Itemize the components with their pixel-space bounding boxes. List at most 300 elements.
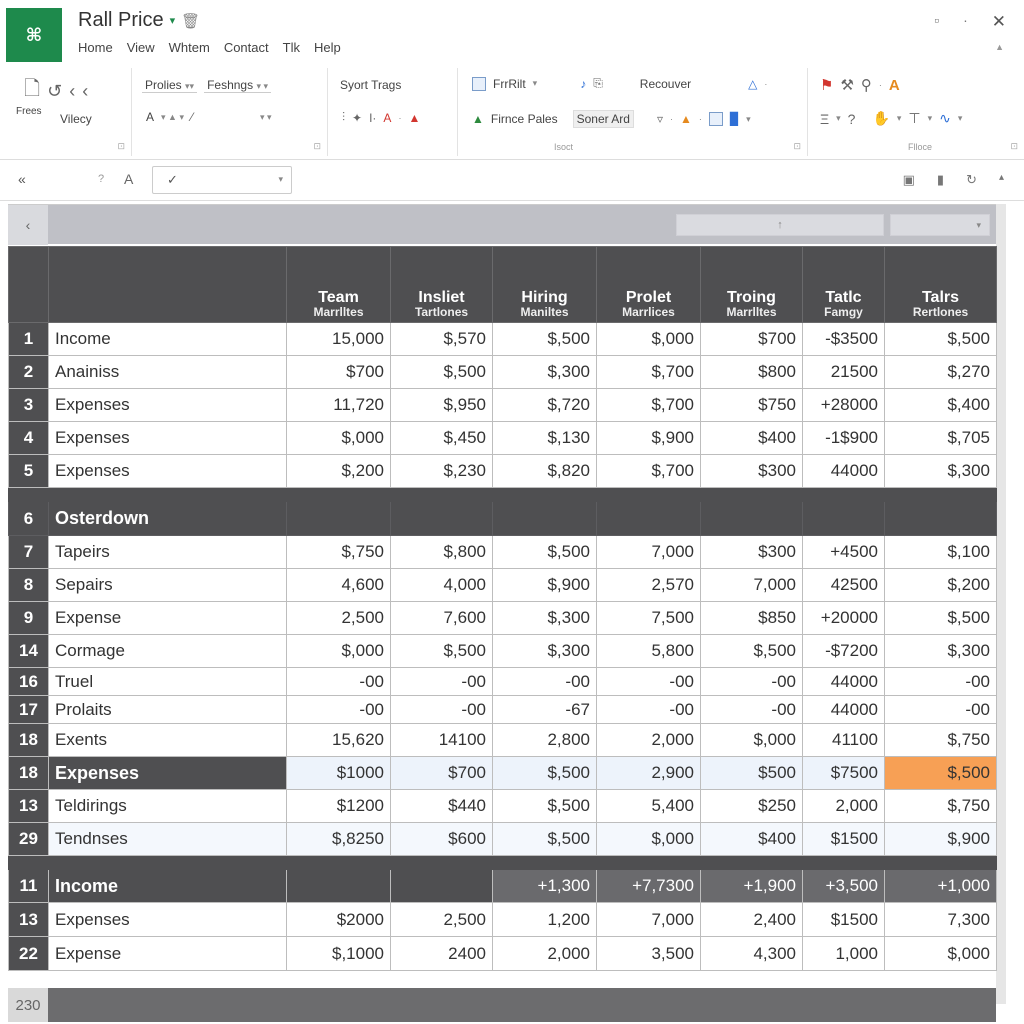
formula-input[interactable]: [152, 166, 292, 194]
row-label-cell[interactable]: Expenses: [49, 903, 287, 937]
row-label-cell[interactable]: Expense: [49, 937, 287, 971]
section-cell[interactable]: [701, 502, 803, 536]
row-number[interactable]: 29: [9, 823, 49, 856]
value-cell[interactable]: 4,000: [391, 569, 493, 602]
font-dropdown[interactable]: Prolies ▾▾: [142, 78, 197, 93]
row-label-cell[interactable]: Expenses: [49, 422, 287, 455]
value-cell[interactable]: +4500: [803, 536, 885, 569]
row-label-cell[interactable]: Truel: [49, 668, 287, 696]
value-cell[interactable]: 2,800: [493, 724, 597, 757]
wave-icon[interactable]: ∿: [939, 110, 951, 126]
value-cell[interactable]: $,000: [597, 323, 701, 356]
value-cell[interactable]: $,800: [391, 536, 493, 569]
value-cell[interactable]: 1,000: [803, 937, 885, 971]
row-label-cell[interactable]: Exents: [49, 724, 287, 757]
ribbon-group-clipboard: [0, 68, 132, 156]
font-launcher-icon[interactable]: ⊡: [313, 141, 321, 151]
value-cell[interactable]: 2,000: [597, 724, 701, 757]
highlight-a-icon[interactable]: A: [888, 76, 900, 94]
value-cell[interactable]: $400: [701, 422, 803, 455]
value-cell[interactable]: -00: [701, 668, 803, 696]
value-cell[interactable]: $,500: [885, 757, 997, 790]
undo-icon[interactable]: ↺: [47, 80, 63, 101]
section-cell[interactable]: [287, 502, 391, 536]
column-header[interactable]: [287, 247, 391, 323]
value-cell[interactable]: $,8250: [287, 823, 391, 856]
ribbon-group-font: [132, 68, 328, 156]
warning-icon[interactable]: ▲: [408, 110, 421, 125]
column-header-title: Prolet: [625, 289, 672, 306]
name-box[interactable]: «: [18, 171, 26, 187]
gap-cell: [885, 488, 997, 502]
border-icon[interactable]: ⫶: [342, 110, 346, 124]
value-cell[interactable]: -1$900: [803, 422, 885, 455]
section-title[interactable]: Osterdown: [49, 502, 287, 536]
table-row: [9, 422, 997, 455]
column-header-subtitle: Marrlices: [622, 305, 675, 319]
align-icon[interactable]: I·: [369, 110, 377, 125]
gap-cell: [391, 488, 493, 502]
row-label-cell[interactable]: Prolaits: [49, 696, 287, 724]
gap-cell: [493, 488, 597, 502]
flag-icon[interactable]: ⚑: [820, 77, 834, 94]
value-cell[interactable]: -00: [597, 696, 701, 724]
cell-style-icon[interactable]: [709, 112, 723, 126]
value-cell[interactable]: $,950: [391, 389, 493, 422]
value-cell[interactable]: 2,400: [701, 903, 803, 937]
total-cell[interactable]: +1,900: [701, 870, 803, 903]
font-color-icon[interactable]: A: [383, 110, 392, 125]
group-label-flloce: Flloce: [908, 142, 933, 152]
filter-label[interactable]: Firnce Pales: [490, 112, 558, 126]
value-cell[interactable]: 4,300: [701, 937, 803, 971]
gap-cell: [803, 856, 885, 870]
ribbon-group-format: FrrRilt ▾ ♪ ⎘ Recouver △ · ▲ Firnce Pales Soner Ard ▿ · ▲ · ▉ ▾ Isoct ⊡: [458, 68, 808, 156]
column-header-row: [9, 247, 997, 323]
formula-dropdown-icon[interactable]: ▾: [278, 174, 283, 184]
value-cell[interactable]: $,820: [493, 455, 597, 488]
value-cell[interactable]: $700: [701, 323, 803, 356]
row-number[interactable]: 230: [8, 988, 48, 1022]
value-cell[interactable]: $1000: [287, 757, 391, 790]
column-header[interactable]: [885, 247, 997, 323]
value-cell[interactable]: $,230: [391, 455, 493, 488]
value-cell[interactable]: $,300: [493, 356, 597, 389]
value-cell[interactable]: $850: [701, 602, 803, 635]
value-cell[interactable]: $,700: [597, 356, 701, 389]
value-cell[interactable]: $,130: [493, 422, 597, 455]
funnel-icon[interactable]: ▿: [656, 112, 663, 126]
row-number[interactable]: 2: [9, 356, 49, 389]
value-cell[interactable]: 2400: [391, 937, 493, 971]
fill-color-icon[interactable]: ▲: [680, 112, 692, 126]
row-label-cell[interactable]: Teldirings: [49, 790, 287, 823]
value-cell[interactable]: $,270: [885, 356, 997, 389]
table-row: [9, 823, 997, 856]
section-cell[interactable]: [803, 502, 885, 536]
clip-icon[interactable]: ⎘: [593, 76, 603, 90]
row-number[interactable]: 13: [9, 790, 49, 823]
format-dropdown[interactable]: FrrRilt: [493, 76, 526, 91]
value-cell[interactable]: -00: [391, 668, 493, 696]
value-cell[interactable]: -00: [885, 668, 997, 696]
value-cell[interactable]: 5,800: [597, 635, 701, 668]
value-cell[interactable]: $,450: [391, 422, 493, 455]
value-cell[interactable]: $800: [701, 356, 803, 389]
value-cell[interactable]: $,500: [885, 602, 997, 635]
document-title[interactable]: [78, 9, 200, 32]
value-cell[interactable]: $,300: [493, 602, 597, 635]
paste-label: Frees: [16, 106, 42, 117]
section-cell[interactable]: [885, 502, 997, 536]
minimize-icon[interactable]: ·: [963, 12, 968, 28]
value-cell[interactable]: 7,000: [597, 536, 701, 569]
table-format-icon[interactable]: [472, 77, 486, 91]
table-row: [9, 455, 997, 488]
row-label-cell[interactable]: Tendnses: [49, 823, 287, 856]
menu-view[interactable]: View: [126, 40, 155, 55]
value-cell[interactable]: $,1000: [287, 937, 391, 971]
value-cell[interactable]: $,750: [287, 536, 391, 569]
total-cell[interactable]: +1,000: [885, 870, 997, 903]
value-cell[interactable]: -$3500: [803, 323, 885, 356]
gap-cell: [391, 856, 493, 870]
value-cell[interactable]: $,500: [493, 790, 597, 823]
value-cell[interactable]: 21500: [803, 356, 885, 389]
value-cell[interactable]: $2000: [287, 903, 391, 937]
value-cell[interactable]: 2,500: [287, 602, 391, 635]
table-row: [9, 323, 997, 356]
section-header-row: [9, 502, 997, 536]
value-cell[interactable]: $500: [701, 757, 803, 790]
value-cell[interactable]: $,000: [701, 724, 803, 757]
fx-question[interactable]: ?: [98, 173, 105, 185]
font-size-a[interactable]: A: [146, 110, 155, 124]
filter-triangle-icon[interactable]: ▲: [472, 112, 484, 126]
view-label[interactable]: Vilecy: [60, 112, 92, 126]
value-cell[interactable]: -00: [597, 668, 701, 696]
value-cell[interactable]: 14100: [391, 724, 493, 757]
scroll-left-icon[interactable]: ‹: [8, 205, 48, 245]
value-cell[interactable]: $,000: [287, 422, 391, 455]
value-cell[interactable]: -$7200: [803, 635, 885, 668]
ribbon-collapse-icon[interactable]: ▲: [995, 42, 1004, 52]
paste-icon[interactable]: 🗋: [24, 78, 41, 100]
recover-button[interactable]: Recouver: [639, 76, 692, 91]
gap-cell: [9, 488, 49, 502]
value-cell[interactable]: $,750: [885, 724, 997, 757]
value-cell[interactable]: $750: [701, 389, 803, 422]
value-cell[interactable]: $,570: [391, 323, 493, 356]
column-header-subtitle: Rertlones: [912, 305, 969, 319]
value-cell[interactable]: -00: [493, 668, 597, 696]
value-cell[interactable]: 44000: [803, 455, 885, 488]
value-cell[interactable]: $7500: [803, 757, 885, 790]
value-cell[interactable]: $400: [701, 823, 803, 856]
row-number[interactable]: 6: [9, 502, 49, 536]
font-size-caret-icon[interactable]: ▾ ▲ ▾: [161, 111, 184, 122]
indent-icon[interactable]: ✦: [352, 110, 363, 125]
table-row: [9, 536, 997, 569]
gap-cell: [597, 856, 701, 870]
row-label-cell[interactable]: Anainiss: [49, 356, 287, 389]
value-cell[interactable]: $,700: [597, 455, 701, 488]
editing-launcher-icon[interactable]: ⊡: [1010, 141, 1018, 151]
label-column-header[interactable]: [49, 247, 287, 323]
gap-cell: [49, 488, 287, 502]
value-cell[interactable]: 3,500: [597, 937, 701, 971]
value-cell[interactable]: 2,000: [493, 937, 597, 971]
row-number[interactable]: 3: [9, 389, 49, 422]
question-icon[interactable]: ?: [847, 110, 856, 127]
row-number[interactable]: 7: [9, 536, 49, 569]
value-cell[interactable]: 7,600: [391, 602, 493, 635]
value-cell[interactable]: +20000: [803, 602, 885, 635]
value-cell[interactable]: $,400: [885, 389, 997, 422]
blank-cell[interactable]: [287, 870, 391, 903]
row-label-cell[interactable]: Sepairs: [49, 569, 287, 602]
section-gap: [9, 856, 997, 870]
income-total-row: [9, 870, 997, 903]
gap-cell: [803, 488, 885, 502]
value-cell[interactable]: $600: [391, 823, 493, 856]
column-header[interactable]: [701, 247, 803, 323]
value-cell[interactable]: -00: [391, 696, 493, 724]
hand-icon[interactable]: ✋: [872, 110, 890, 126]
value-cell[interactable]: 7,000: [701, 569, 803, 602]
camera-icon[interactable]: ▣: [902, 172, 915, 187]
sort-ard-button[interactable]: Soner Ard: [573, 110, 634, 128]
row-label-cell[interactable]: Tapeirs: [49, 536, 287, 569]
value-cell[interactable]: $,500: [701, 635, 803, 668]
column-header-title: Team: [318, 289, 359, 306]
row-number[interactable]: 11: [9, 870, 49, 903]
value-cell[interactable]: $,000: [597, 823, 701, 856]
vertical-scrollbar[interactable]: [996, 204, 1006, 1004]
row-number[interactable]: 18: [9, 724, 49, 757]
value-cell[interactable]: 7,500: [597, 602, 701, 635]
font-dropdown-label: Prolies: [145, 78, 182, 92]
gap-cell: [885, 856, 997, 870]
row-label-cell[interactable]: Expense: [49, 602, 287, 635]
text-direction-icon[interactable]: ⊤: [908, 110, 921, 126]
row-number[interactable]: 5: [9, 455, 49, 488]
table-row: [9, 724, 997, 757]
value-cell[interactable]: 5,400: [597, 790, 701, 823]
value-cell[interactable]: $,500: [885, 323, 997, 356]
column-header-title: Insliet: [418, 289, 465, 306]
value-cell[interactable]: -00: [287, 668, 391, 696]
value-cell[interactable]: $,900: [493, 569, 597, 602]
close-icon[interactable]: ✕: [991, 12, 1006, 31]
value-cell[interactable]: 2,500: [391, 903, 493, 937]
value-cell[interactable]: 11,720: [287, 389, 391, 422]
row-label-cell[interactable]: Income: [49, 323, 287, 356]
back-icon[interactable]: ‹: [69, 80, 76, 101]
section-cell[interactable]: [597, 502, 701, 536]
value-cell[interactable]: $250: [701, 790, 803, 823]
value-cell[interactable]: $700: [391, 757, 493, 790]
sparkline-icon[interactable]: ♪: [580, 76, 587, 91]
row-number[interactable]: 9: [9, 602, 49, 635]
row-label-cell[interactable]: Cormage: [49, 635, 287, 668]
window-controls: [934, 12, 1006, 32]
hammer-icon[interactable]: ⚒: [840, 77, 854, 94]
value-cell[interactable]: $300: [701, 455, 803, 488]
value-cell[interactable]: $,500: [391, 635, 493, 668]
value-cell[interactable]: $,700: [597, 389, 701, 422]
row-number[interactable]: 13: [9, 903, 49, 937]
ribbon: [0, 68, 1024, 160]
formula-bar: [0, 161, 1024, 201]
column-header[interactable]: [597, 247, 701, 323]
table-row: [9, 635, 997, 668]
filter-dropdown[interactable]: ▾: [890, 214, 990, 236]
gap-cell: [493, 856, 597, 870]
value-cell[interactable]: 41100: [803, 724, 885, 757]
italic-pen-icon[interactable]: ⁄: [190, 110, 193, 124]
column-header[interactable]: [803, 247, 885, 323]
menu-contact[interactable]: Contact: [223, 40, 269, 55]
value-cell[interactable]: 15,620: [287, 724, 391, 757]
menu-tlk[interactable]: Tlk: [282, 40, 300, 55]
section-gap: [9, 488, 997, 502]
value-cell[interactable]: 2,900: [597, 757, 701, 790]
value-cell[interactable]: $440: [391, 790, 493, 823]
row-number[interactable]: 1: [9, 323, 49, 356]
value-cell[interactable]: -00: [701, 696, 803, 724]
value-cell[interactable]: $,300: [885, 635, 997, 668]
value-cell[interactable]: $,500: [493, 823, 597, 856]
row-number[interactable]: 14: [9, 635, 49, 668]
value-cell[interactable]: $,500: [391, 356, 493, 389]
value-cell[interactable]: 4,600: [287, 569, 391, 602]
row-number[interactable]: 8: [9, 569, 49, 602]
value-cell[interactable]: $,500: [493, 757, 597, 790]
row-label-cell[interactable]: Expenses: [49, 455, 287, 488]
value-cell[interactable]: 2,000: [803, 790, 885, 823]
value-cell[interactable]: $,705: [885, 422, 997, 455]
value-cell[interactable]: $,000: [287, 635, 391, 668]
restore-icon[interactable]: ▫: [934, 12, 940, 28]
gap-cell: [9, 856, 49, 870]
column-header-subtitle: Marrlltes: [313, 305, 364, 319]
value-cell[interactable]: 42500: [803, 569, 885, 602]
format-launcher-icon[interactable]: ⊡: [793, 141, 801, 151]
table-row: [9, 903, 997, 937]
value-cell[interactable]: $,900: [597, 422, 701, 455]
value-cell[interactable]: $1200: [287, 790, 391, 823]
table-row: [9, 668, 997, 696]
title-dropdown-icon[interactable]: ▾: [169, 15, 176, 27]
gap-cell: [701, 856, 803, 870]
value-cell[interactable]: 2,570: [597, 569, 701, 602]
triangle-icon[interactable]: △: [748, 76, 758, 91]
row-number[interactable]: 17: [9, 696, 49, 724]
table-row: [9, 356, 997, 389]
menu-whtem[interactable]: Whtem: [168, 40, 210, 55]
column-header-title: Troing: [727, 289, 776, 306]
sort-label[interactable]: Syort Trags: [340, 78, 402, 92]
value-cell[interactable]: 15,000: [287, 323, 391, 356]
value-cell[interactable]: 44000: [803, 696, 885, 724]
value-cell[interactable]: -00: [885, 696, 997, 724]
app-logo-icon[interactable]: ⌘: [6, 8, 62, 62]
row-label-cell[interactable]: Expenses: [49, 757, 287, 790]
value-cell[interactable]: $300: [701, 536, 803, 569]
value-cell[interactable]: 7,000: [597, 903, 701, 937]
insert-icon[interactable]: ▉: [729, 112, 740, 126]
expand-icon[interactable]: ▴: [998, 172, 1004, 183]
row-label-cell[interactable]: Expenses: [49, 389, 287, 422]
row-number[interactable]: 18: [9, 757, 49, 790]
filter-box[interactable]: ↑: [676, 214, 884, 236]
value-cell[interactable]: $,720: [493, 389, 597, 422]
refresh-icon[interactable]: ↻: [966, 172, 977, 187]
value-cell[interactable]: $1500: [803, 903, 885, 937]
value-cell[interactable]: -00: [287, 696, 391, 724]
value-cell[interactable]: $,500: [493, 323, 597, 356]
value-cell[interactable]: $,300: [885, 455, 997, 488]
value-cell[interactable]: $700: [287, 356, 391, 389]
value-cell[interactable]: 1,200: [493, 903, 597, 937]
value-cell[interactable]: $,900: [885, 823, 997, 856]
value-cell[interactable]: $,000: [885, 937, 997, 971]
value-cell[interactable]: $,750: [885, 790, 997, 823]
value-cell[interactable]: $,200: [287, 455, 391, 488]
trash-icon[interactable]: 🗑: [181, 12, 201, 30]
total-cell[interactable]: +7,7300: [597, 870, 701, 903]
value-cell[interactable]: -67: [493, 696, 597, 724]
row-number[interactable]: 22: [9, 937, 49, 971]
row-number[interactable]: 16: [9, 668, 49, 696]
value-cell[interactable]: $1500: [803, 823, 885, 856]
total-cell[interactable]: +3,500: [803, 870, 885, 903]
table-row: [9, 757, 997, 790]
clipboard-launcher-icon[interactable]: ⊡: [117, 141, 125, 151]
row-number[interactable]: 4: [9, 422, 49, 455]
value-cell[interactable]: $,300: [493, 635, 597, 668]
table-row: [9, 569, 997, 602]
menu-help[interactable]: Help: [313, 40, 341, 55]
value-cell[interactable]: $,500: [493, 536, 597, 569]
blank-cell[interactable]: [391, 870, 493, 903]
menu-home[interactable]: Home: [78, 40, 113, 55]
formula-value: ✓: [167, 172, 178, 187]
value-cell[interactable]: 7,300: [885, 903, 997, 937]
back2-icon[interactable]: ‹: [82, 80, 89, 101]
search-replace-icon[interactable]: ⚲: [860, 77, 872, 94]
formula-bar-tools: [903, 172, 1004, 188]
value-cell[interactable]: $,100: [885, 536, 997, 569]
value-cell[interactable]: 44000: [803, 668, 885, 696]
corner-cell[interactable]: [9, 247, 49, 323]
total-cell[interactable]: +1,300: [493, 870, 597, 903]
gap-cell: [701, 488, 803, 502]
bottom-row: [8, 988, 996, 1022]
section-cell[interactable]: [493, 502, 597, 536]
row-label-cell[interactable]: Income: [49, 870, 287, 903]
sum-icon[interactable]: Ξ: [820, 110, 830, 127]
style-dropdown[interactable]: Feshngs ▾ ▾: [204, 78, 271, 93]
value-cell[interactable]: $,200: [885, 569, 997, 602]
fx-a[interactable]: A: [124, 171, 134, 187]
column-header[interactable]: [391, 247, 493, 323]
font-more-icon[interactable]: ▾ ▾: [259, 111, 272, 122]
column-header[interactable]: [493, 247, 597, 323]
section-cell[interactable]: [391, 502, 493, 536]
value-cell[interactable]: +28000: [803, 389, 885, 422]
